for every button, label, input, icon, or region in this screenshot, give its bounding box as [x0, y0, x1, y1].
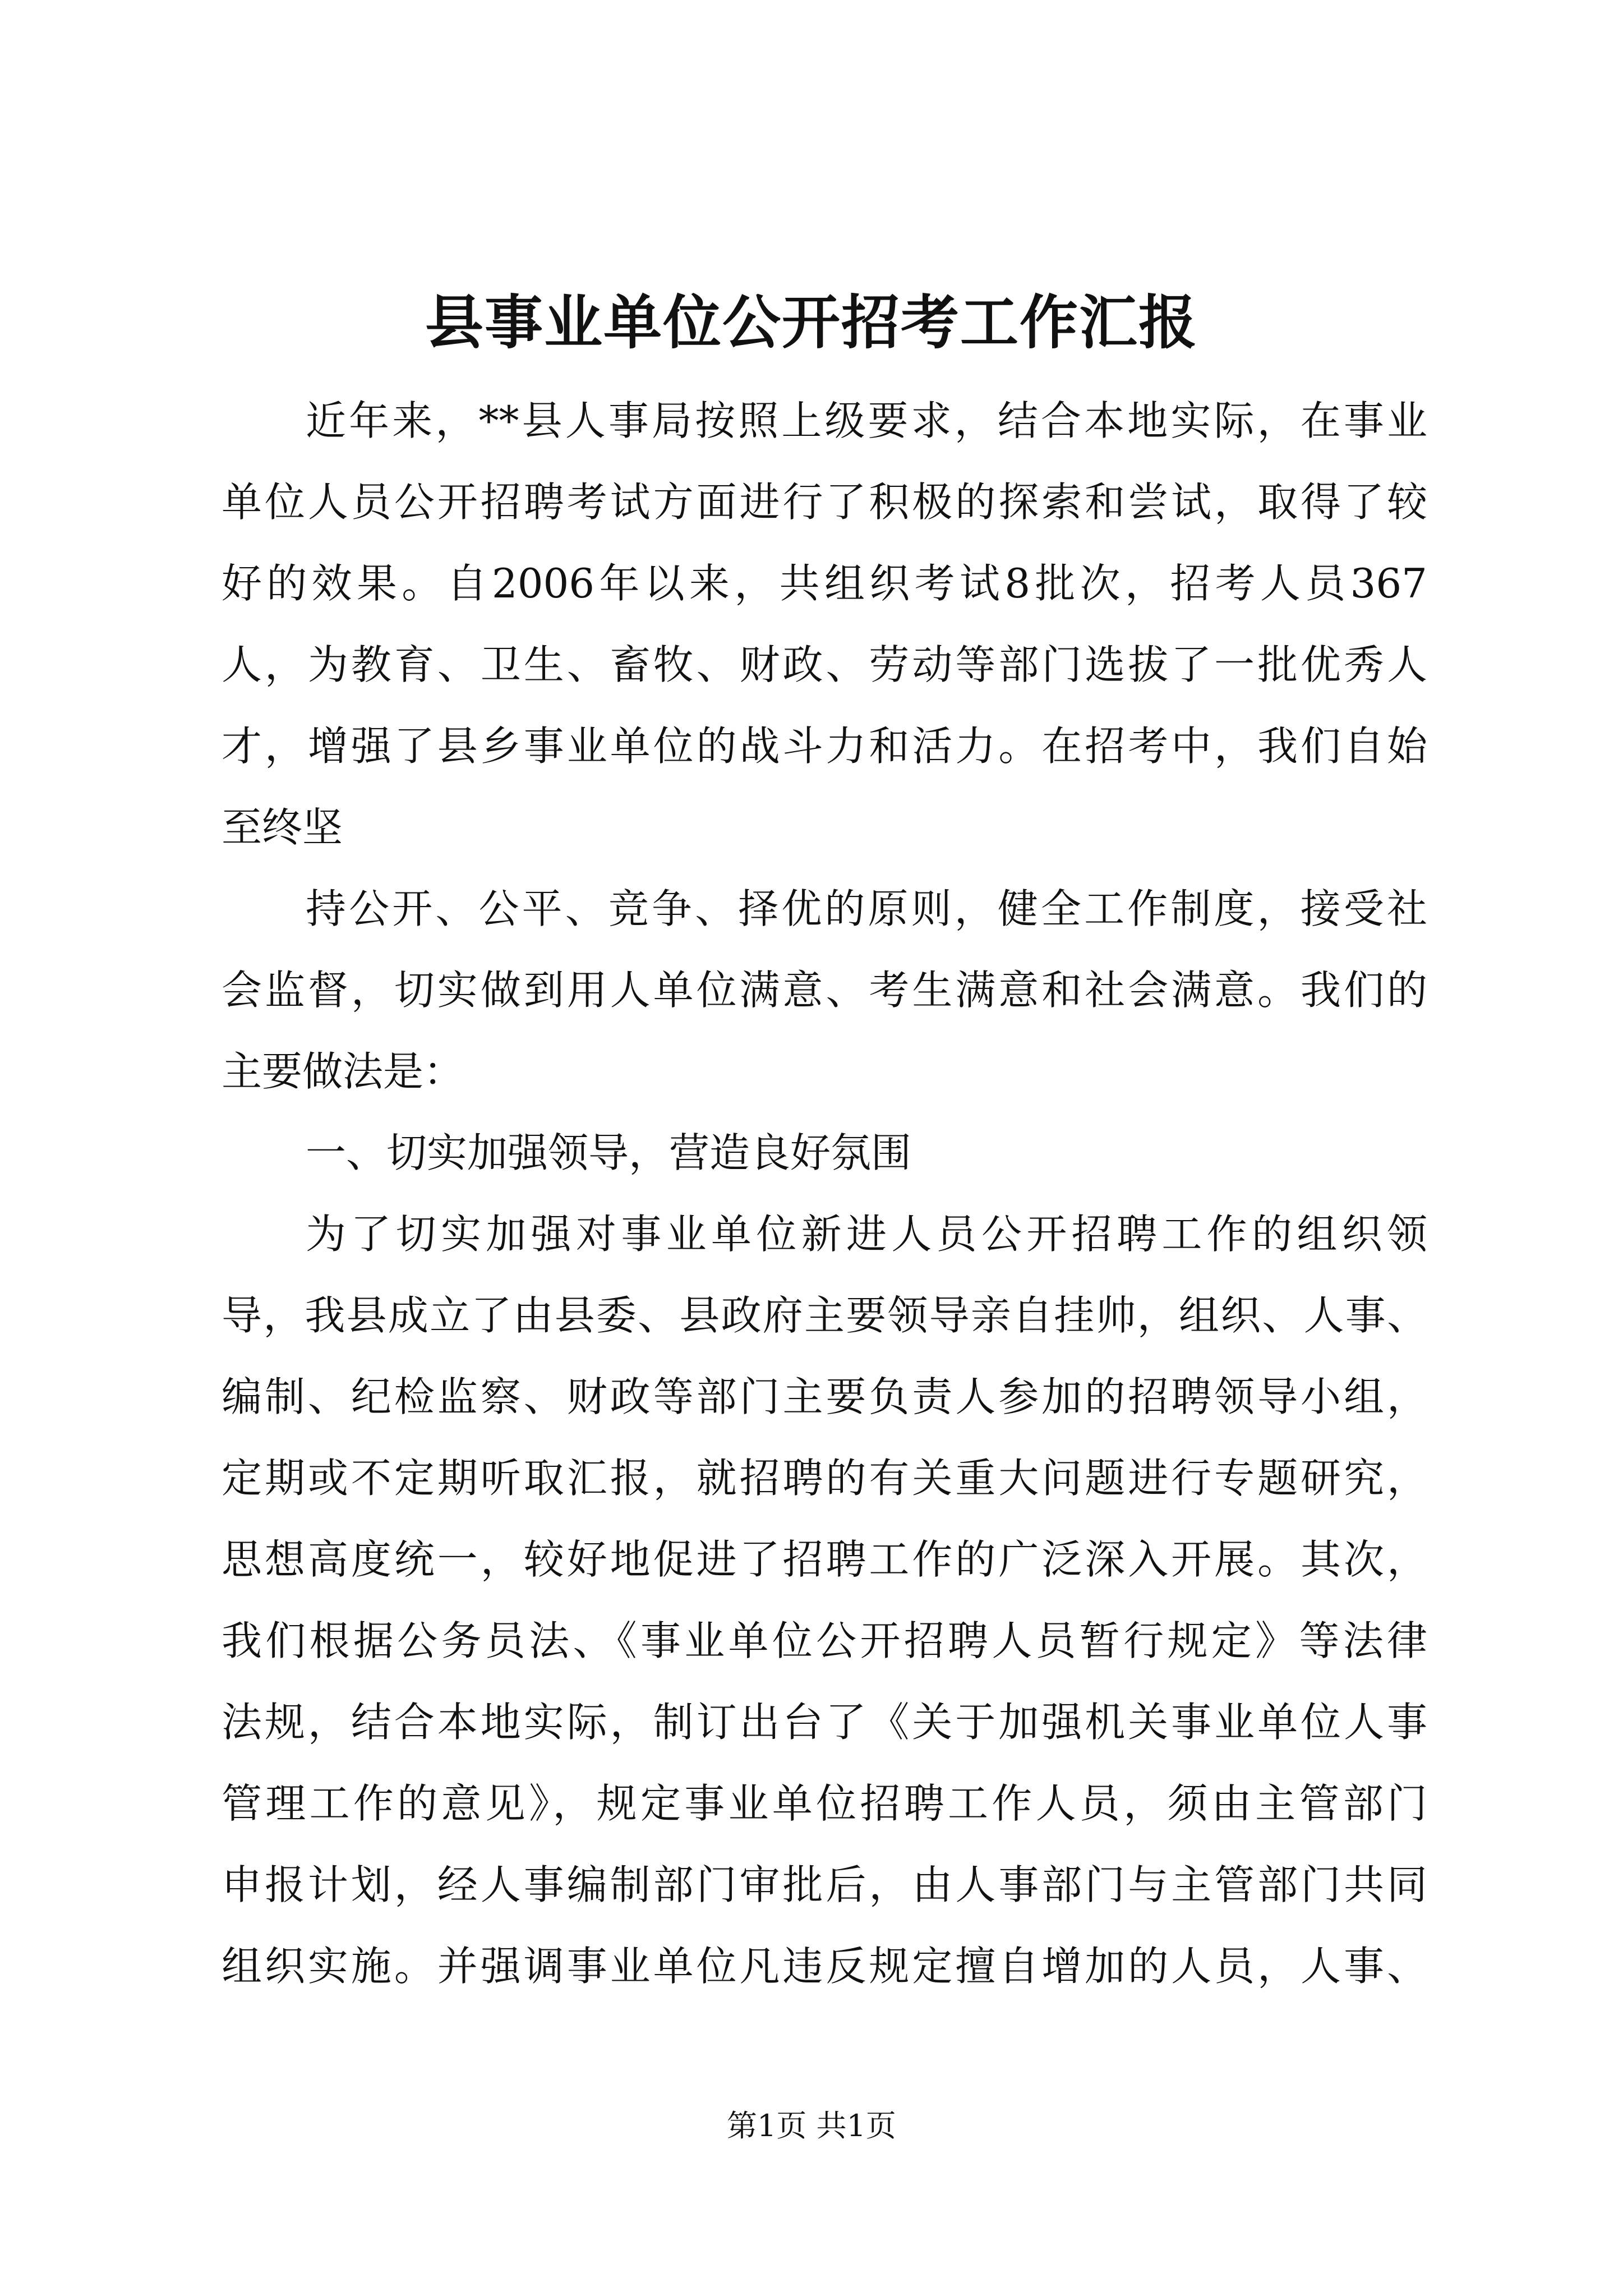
body-line-15: 思想高度统一，较好地促进了招聘工作的广泛深入开展。其次，: [222, 1536, 1427, 1583]
body-line-2: 单位人员公开招聘考试方面进行了积极的探索和尝试，取得了较: [222, 478, 1427, 526]
body-line-7: 持公开、公平、竞争、择优的原则，健全工作制度，接受社: [306, 885, 1427, 932]
body-line-12: 导，我县成立了由县委、县政府主要领导亲自挂帅，组织、人事、: [222, 1292, 1427, 1339]
body-line-6: 至终坚: [222, 804, 343, 851]
section-heading-1: 一、切实加强领导，营造良好氛围: [306, 1129, 912, 1176]
body-line-4: 人，为教育、卫生、畜牧、财政、劳动等部门选拔了一批优秀人: [222, 641, 1427, 688]
body-line-18: 管理工作的意见》，规定事业单位招聘工作人员，须由主管部门: [222, 1780, 1427, 1827]
body-line-13: 编制、纪检监察、财政等部门主要负责人参加的招聘领导小组，: [222, 1373, 1427, 1420]
body-line-1: 近年来，**县人事局按照上级要求，结合本地实际，在事业: [306, 397, 1427, 444]
body-line-14: 定期或不定期听取汇报，就招聘的有关重大问题进行专题研究，: [222, 1455, 1427, 1502]
body-line-19: 申报计划，经人事编制部门审批后，由人事部门与主管部门共同: [222, 1861, 1427, 1908]
body-line-5: 才，增强了县乡事业单位的战斗力和活力。在招考中，我们自始: [222, 723, 1427, 770]
body-line-11: 为了切实加强对事业单位新进人员公开招聘工作的组织领: [306, 1211, 1427, 1258]
body-line-20: 组织实施。并强调事业单位凡违反规定擅自增加的人员，人事、: [222, 1943, 1427, 1990]
document-title: 县事业单位公开招考工作汇报: [425, 288, 1198, 357]
page-footer: 第1页 共1页: [727, 2108, 896, 2143]
body-line-3: 好的效果。自2006年以来，共组织考试8批次，招考人员367: [222, 560, 1427, 607]
body-line-16: 我们根据公务员法、《事业单位公开招聘人员暂行规定》等法律: [222, 1617, 1427, 1664]
body-line-17: 法规，结合本地实际，制订出台了《关于加强机关事业单位人事: [222, 1699, 1427, 1746]
body-line-8: 会监督，切实做到用人单位满意、考生满意和社会满意。我们的: [222, 967, 1427, 1014]
body-line-9: 主要做法是：: [222, 1048, 464, 1095]
